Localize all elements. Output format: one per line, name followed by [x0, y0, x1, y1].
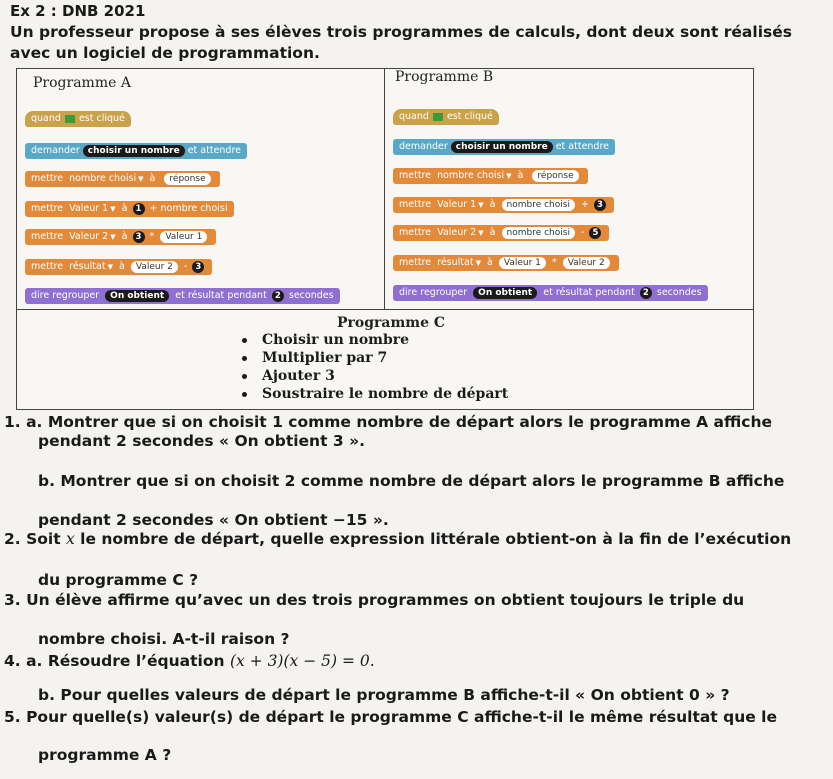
- program-b-set-block-3: [393, 225, 609, 241]
- program-b-ask-block: [393, 139, 615, 155]
- block-text: mettre: [399, 227, 432, 238]
- block-text: dire: [399, 287, 418, 298]
- sensing-answer: réponse: [164, 173, 210, 185]
- question-2-line-1: [4, 529, 791, 549]
- block-text: et: [543, 287, 553, 298]
- operator: -: [183, 261, 188, 272]
- question-2-line-2: du programme C ?: [38, 571, 199, 589]
- block-text: à: [121, 203, 128, 214]
- variable-name: Valeur 2: [69, 231, 109, 242]
- dropdown-arrow-icon: ▼: [110, 233, 116, 241]
- list-item: Multiplier par 7: [242, 349, 508, 367]
- variable-name: Valeur 1: [69, 203, 109, 214]
- operator: +: [580, 199, 589, 210]
- block-text: et attendre: [555, 141, 610, 152]
- block-text: mettre: [399, 170, 432, 181]
- block-text: mettre: [399, 257, 432, 268]
- variable-name: Valeur 2: [437, 227, 477, 238]
- number-badge: 3: [133, 231, 145, 243]
- program-a-set-block-1: [25, 171, 220, 187]
- dropdown-arrow-icon: ▼: [138, 175, 144, 183]
- operator: -: [580, 227, 585, 238]
- question-5-line-1: 5. Pour quelle(s) valeur(s) de départ le programme C affiche-t-il le même résultat que le: [4, 708, 777, 726]
- block-text: secondes: [656, 287, 702, 298]
- question-4b: b. Pour quelles valeurs de départ le programme B affiche-t-il « On obtient 0 » ?: [38, 686, 730, 704]
- block-text: dire: [31, 290, 50, 301]
- block-text: mettre: [31, 261, 64, 272]
- block-text: mettre: [31, 173, 64, 184]
- block-text: est cliqué: [446, 111, 493, 122]
- variable-ref: résultat: [555, 287, 593, 298]
- program-b-title: Programme B: [395, 69, 494, 85]
- question-5-line-2: programme A ?: [38, 746, 172, 764]
- block-text: et attendre: [187, 145, 242, 156]
- green-flag-icon: [433, 113, 443, 121]
- program-a-ask-block: [25, 143, 247, 159]
- block-text: secondes: [288, 290, 334, 301]
- variable-ref: Valeur 1: [499, 257, 546, 269]
- list-item: Choisir un nombre: [242, 331, 508, 349]
- list-item: Soustraire le nombre de départ: [242, 385, 508, 403]
- dropdown-arrow-icon: ▼: [475, 259, 481, 267]
- question-1a-line-2: pendant 2 secondes « On obtient 3 ».: [38, 432, 365, 450]
- block-text: est cliqué: [78, 113, 125, 124]
- block-text: à: [149, 173, 156, 184]
- number-badge: 1: [133, 203, 145, 215]
- dropdown-arrow-icon: ▼: [478, 229, 484, 237]
- variable-name: Valeur 1: [437, 199, 477, 210]
- intro-line-2: avec un logiciel de programmation.: [10, 44, 320, 62]
- dropdown-arrow-icon: ▼: [107, 263, 113, 271]
- block-text: quand: [31, 113, 61, 124]
- block-text: demander: [31, 145, 80, 156]
- program-a-title: Programme A: [33, 75, 131, 91]
- say-text: On obtient: [473, 287, 537, 299]
- block-text: à: [119, 261, 125, 272]
- programs-table: [16, 68, 754, 410]
- exercise-header: Ex 2 : DNB 2021: [10, 2, 146, 20]
- question-3-line-2: nombre choisi. A-t-il raison ?: [38, 630, 290, 648]
- question-4a: [4, 651, 375, 671]
- program-a-say-block: [25, 288, 340, 304]
- dropdown-arrow-icon: ▼: [506, 172, 512, 180]
- block-text: mettre: [399, 199, 432, 210]
- block-text: à: [517, 170, 524, 181]
- program-a-set-block-4: [25, 259, 212, 275]
- intro-text: [10, 22, 825, 64]
- block-text: pendant: [227, 290, 267, 301]
- dropdown-arrow-icon: ▼: [478, 201, 484, 209]
- ask-prompt: choisir un nombre: [451, 141, 553, 153]
- ask-prompt: choisir un nombre: [83, 145, 185, 157]
- block-text: regrouper: [420, 287, 468, 298]
- block-text: à: [487, 257, 493, 268]
- variable-name: nombre choisi: [437, 170, 505, 181]
- block-text: mettre: [31, 203, 64, 214]
- block-text: à: [489, 227, 496, 238]
- math-variable: x: [66, 530, 75, 548]
- operator: +: [149, 203, 158, 214]
- question-1b-line-1: b. Montrer que si on choisit 2 comme nombre de départ alors le programme B affiche: [38, 472, 785, 490]
- block-text: regrouper: [52, 290, 100, 301]
- variable-ref: résultat: [187, 290, 225, 301]
- question-text: 2. Soit: [4, 530, 66, 548]
- program-a-set-block-3: [25, 229, 216, 245]
- block-text: pendant: [595, 287, 635, 298]
- question-3-line-1: 3. Un élève affirme qu’avec un des trois programmes on obtient toujours le triple du: [4, 591, 745, 609]
- variable-ref: nombre choisi: [502, 199, 575, 211]
- variable-name: nombre choisi: [69, 173, 137, 184]
- dropdown-arrow-icon: ▼: [110, 205, 116, 213]
- program-c-steps: [242, 331, 508, 403]
- variable-ref: Valeur 2: [131, 261, 178, 273]
- variable-name: résultat: [437, 257, 474, 268]
- program-c-title: Programme C: [337, 315, 446, 331]
- program-a-when-flag-block: [25, 111, 131, 127]
- question-1a-line-1: 1. a. Montrer que si on choisit 1 comme nombre de départ alors le programme A affiche: [4, 413, 773, 431]
- program-b-set-block-1: [393, 168, 588, 184]
- block-text: demander: [399, 141, 448, 152]
- equation: (x + 3)(x − 5) = 0.: [229, 652, 375, 670]
- number-badge: 3: [594, 199, 606, 211]
- variable-ref: nombre choisi: [160, 203, 228, 214]
- table-divider-horizontal: [17, 309, 753, 310]
- variable-ref: nombre choisi: [502, 227, 575, 239]
- block-text: et: [175, 290, 185, 301]
- block-text: à: [489, 199, 496, 210]
- list-item: Ajouter 3: [242, 367, 508, 385]
- operator: *: [149, 231, 155, 242]
- intro-line-1: Un professeur propose à ses élèves trois programmes de calculs, dont deux sont réalisés: [10, 23, 792, 41]
- program-b-set-block-4: [393, 255, 619, 271]
- program-a-set-block-2: [25, 201, 234, 217]
- operator: *: [551, 257, 557, 268]
- say-text: On obtient: [105, 290, 169, 302]
- program-b-say-block: [393, 285, 708, 301]
- variable-ref: Valeur 2: [563, 257, 610, 269]
- number-badge: 3: [192, 261, 204, 273]
- variable-ref: Valeur 1: [160, 231, 207, 243]
- block-text: à: [121, 231, 128, 242]
- number-badge: 2: [640, 287, 652, 299]
- sensing-answer: réponse: [532, 170, 578, 182]
- number-badge: 2: [272, 290, 284, 302]
- program-b-when-flag-block: [393, 109, 499, 125]
- program-b-set-block-2: [393, 197, 614, 213]
- number-badge: 5: [589, 227, 601, 239]
- question-text: 4. a. Résoudre l’équation: [4, 652, 230, 670]
- green-flag-icon: [65, 115, 75, 123]
- question-text: le nombre de départ, quelle expression littérale obtient-on à la fin de l’exécution: [74, 530, 792, 548]
- block-text: mettre: [31, 231, 64, 242]
- question-1b-line-2: pendant 2 secondes « On obtient −15 ».: [38, 511, 389, 529]
- variable-name: résultat: [69, 261, 106, 272]
- table-divider-vertical: [384, 69, 385, 309]
- block-text: quand: [399, 111, 429, 122]
